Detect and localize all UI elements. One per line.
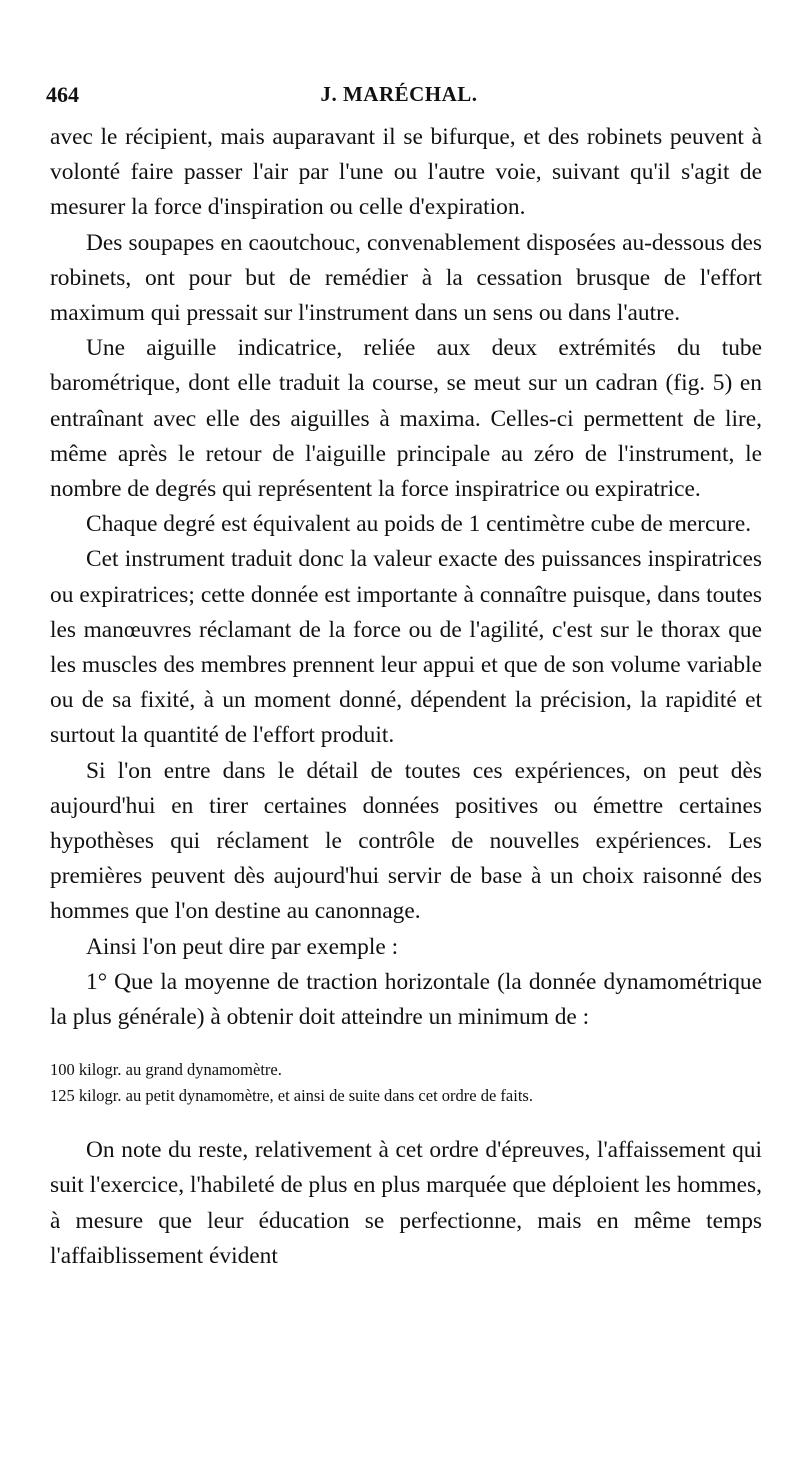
paragraph-experiments: Si l'on entre dans le détail de toutes ces expériences, on peut dès aujourd'hui en tirer certaines données positives ou émettre certaines hypothèses qui réclament le contrôle de nouvelles expériences. Les premières peuvent dès aujourd'hui servir de base à un choix raisonné des hommes que l'on destine au canonnage. <box>50 757 762 925</box>
running-title: J. MARÉCHAL. <box>320 82 478 106</box>
note-grand-dynamometer: 100 kilogr. au grand dynamomètre. <box>50 1060 282 1080</box>
running-head <box>46 82 752 112</box>
paragraph-indicator-needle: Une aiguille indicatrice, reliée aux deux extrémités du tube barométrique, dont elle traduit la course, se meut sur un cadran (fig. 5) en entraînant avec elle des aiguilles à maxima. Celles-ci permettent de lire, même après le retour de l'aiguille principale au zéro de l'instrument, le nombre de degrés qui représentent la force inspiratrice ou expiratrice. <box>50 335 762 503</box>
paragraph-rubber-valves: Des soupapes en caoutchouc, convenablement disposées au-dessous des robinets, ont pour but de remédier à la cessation brusque de l'effort maximum qui pressait sur l'instrument dans un sens ou dans l'autre. <box>50 229 762 327</box>
note-petit-dynamometer: 125 kilogr. au petit dynamomètre, et ainsi de suite dans cet ordre de faits. <box>50 1086 533 1106</box>
paragraph-fatigue-observation: On note du reste, relativement à cet ordre d'épreuves, l'affaissement qui suit l'exercice, l'habileté de plus en plus marquée que déploient les hommes, à mesure que leur éducation se perfectionne, mais en même temps l'affaiblissement évident <box>50 1137 762 1269</box>
paragraph-instrument-value: Cet instrument traduit donc la valeur exacte des puissances inspiratrices ou expiratrices; cette donnée est importante à connaître puisque, dans toutes les manœuvres réclamant de la force ou de l'agilité, c'est sur le thorax que les muscles des membres prennent leur appui et que de son volume variable ou de sa fixité, à un moment donné, dépendent la précision, la rapidité et surtout la quantité de l'effort produit. <box>50 546 762 749</box>
page-number: 464 <box>46 82 79 107</box>
paragraph-traction-minimum: 1° Que la moyenne de traction horizontale (la donnée dynamométrique la plus générale) à obtenir doit atteindre un minimum de : <box>50 968 762 1031</box>
body-text <box>50 120 762 1274</box>
tail-section <box>50 1133 762 1274</box>
dynamometer-values <box>50 1057 762 1109</box>
paragraph-degree-equivalence: Chaque degré est équivalent au poids de 1 centimètre cube de mercure. <box>86 511 752 538</box>
paragraph-apparatus-bifurcation: avec le récipient, mais auparavant il se bifurque, et des robinets peuvent à volonté faire passer l'air par l'une ou l'autre voie, suivant qu'il s'agit de mesurer la force d'inspiration ou celle d'expiration. <box>50 124 762 221</box>
paragraph-example-intro: Ainsi l'on peut dire par exemple : <box>86 933 399 960</box>
